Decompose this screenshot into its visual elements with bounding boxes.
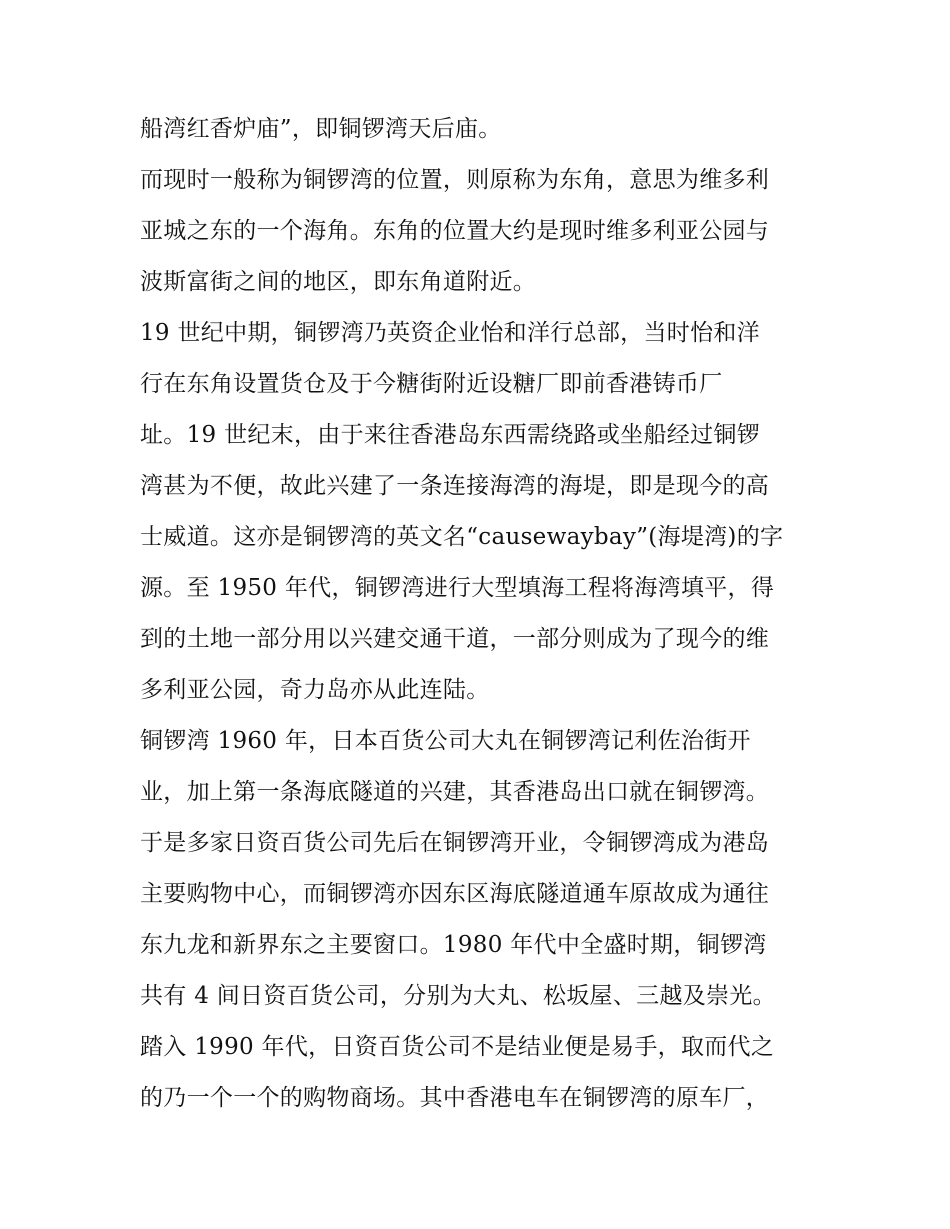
text-line: 士威道。这亦是铜锣湾的英文名“causewaybay”(海堤湾)的字 [140,524,784,550]
text-line: 业，加上第一条海底隧道的兴建，其香港岛出口就在铜锣湾。 [140,779,770,805]
text-line: 到的土地一部分用以兴建交通干道，一部分则成为了现今的维 [140,626,770,652]
text-line: 亚城之东的一个海角。东角的位置大约是现时维多利亚公园与 [140,218,770,244]
text-line: 东九龙和新界东之主要窗口。1980 年代中全盛时期，铜锣湾 [140,932,767,958]
text-line: 行在东角设置货仓及于今糖街附近设糖厂即前香港铸币厂 [140,371,723,397]
text-line: 湾甚为不便，故此兴建了一条连接海湾的海堤，即是现今的高 [140,473,770,499]
text-line: 踏入 1990 年代，日资百货公司不是结业便是易手，取而代之 [140,1034,775,1060]
document-body [140,104,830,1124]
text-line: 波斯富街之间的地区，即东角道附近。 [140,269,537,295]
text-line: 主要购物中心，而铜锣湾亦因东区海底隧道通车原故成为通往 [140,881,770,907]
text-line: 多利亚公园，奇力岛亦从此连陆。 [140,677,490,703]
text-line: 的乃一个一个的购物商场。其中香港电车在铜锣湾的原车厂， [140,1085,770,1111]
text-line: 源。至 1950 年代，铜锣湾进行大型填海工程将海湾填平，得 [140,575,775,601]
text-line: 于是多家日资百货公司先后在铜锣湾开业，令铜锣湾成为港岛 [140,830,770,856]
text-line: 19 世纪中期，铜锣湾乃英资企业怡和洋行总部，当时怡和洋 [140,320,760,346]
text-line: 铜锣湾 1960 年，日本百货公司大丸在铜锣湾记利佐治街开 [140,728,751,754]
text-line: 址。19 世纪末，由于来往香港岛东西需绕路或坐船经过铜锣 [140,422,760,448]
text-line: 共有 4 间日资百货公司，分别为大丸、松坂屋、三越及崇光。 [140,983,776,1009]
text-line: 船湾红香炉庙”，即铜锣湾天后庙。 [140,116,502,142]
text-line: 而现时一般称为铜锣湾的位置，则原称为东角，意思为维多利 [140,167,770,193]
